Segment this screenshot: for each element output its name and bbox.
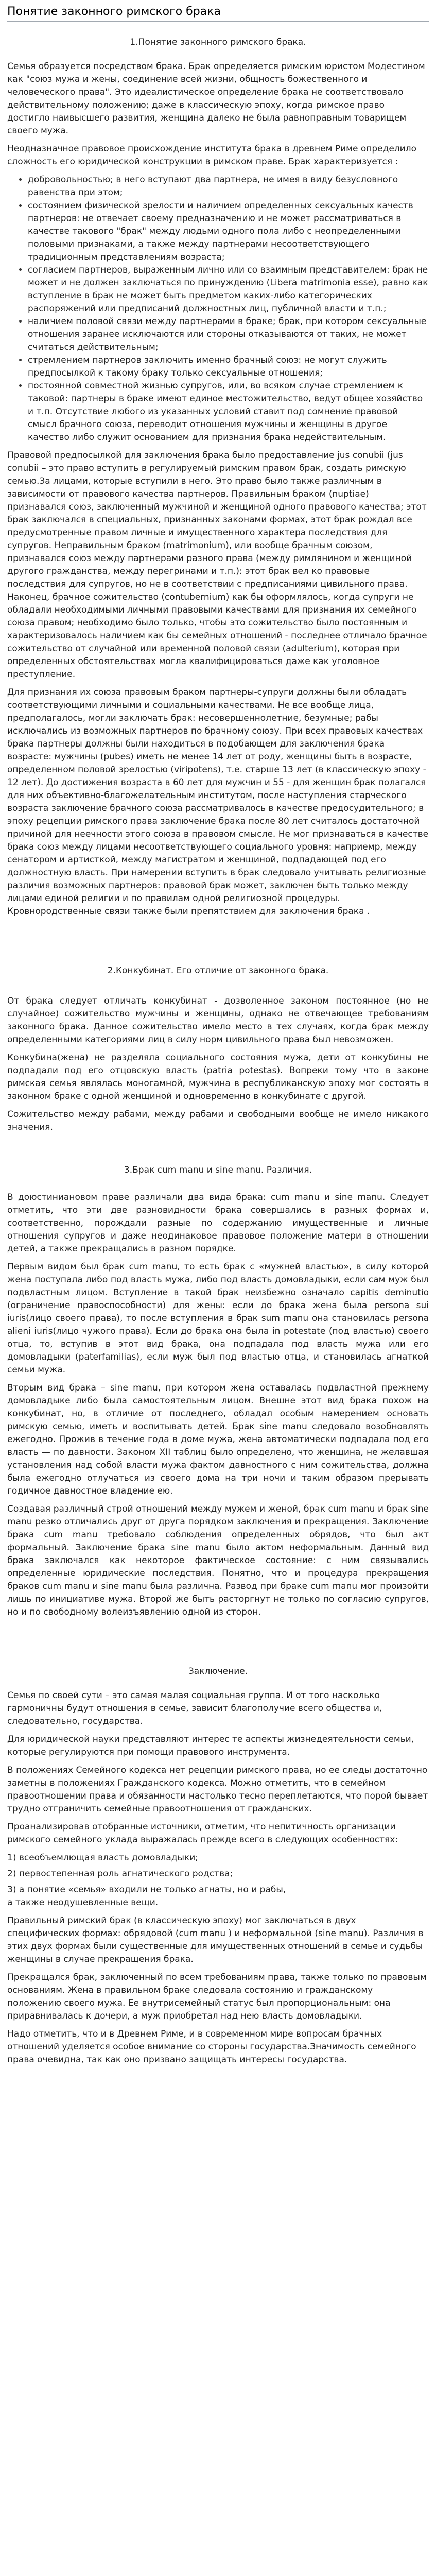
list-item: 1) всеобъемлющая власть домовладыки;: [7, 1853, 198, 1863]
spacer: [7, 1624, 429, 1665]
list-item: 3) а понятие «семья» входили не только агнаты, но и рабы,: [7, 1885, 286, 1895]
paragraph: Правовой предпосылкой для заключения брака было предоставление jus conubii (jus conubii – это право вступить в регулируемый римским правом брак, создать римскую семью.За лицами, которые вступили в него. Это право было также различным в зависимости от правового качества партнеров. Правильным браком (nuptiae) признавался союз, заключенный мужчиной и женщиной одного правового качества; этот брак заключался в специальных, признанных законами формах, этот брак рождал все предусмотренные правом личные и имущественного характера последствия для супругов. Неправильным браком (matrimonium), или вообще брачным союзом, признавался союз между партнерами разного права (между римлянином и женщиной другого гражданства, между перегринами и т.п.): этот брак вел ко правовые последствия для супругов, но не в соответствии с предписаниями цивильного права. Наконец, брачное сожительство (contubernium) как бы оформлялось, когда супруги не обладали необходимыми личными правовыми качествами для признания их семейного союза правом; необходимо было только, чтобы это сожительство было постоянным и характеризовалось наличием как бы семейных отношений - последнее отличало брачное сожительство от случайной или временной половой связи (adulterium), которая при определенных обстоятельствах могла квалифицироваться даже как уголовное преступление.: [7, 450, 427, 680]
paragraph: Сожительство между рабами, между рабами и свободными вообще не имело никакого значения.: [7, 1109, 429, 1132]
paragraph: В доюстиниановом праве различали два вида брака: cum manu и sine manu. Следует отметить, что эти две разновидности брака совершались в разных формах и, соответственно, порождали разные по содержанию имущественные и личные отношения супругов и даже неодинаковое правовое положение матери в отношении детей, а также прекращались в разном порядке.: [7, 1192, 429, 1254]
document: [0, 5, 436, 2066]
list-item: • добровольностью; в него вступают два партнера, не имея в виду безусловного равенства при этом;: [28, 174, 429, 199]
characteristics-list: [7, 174, 429, 444]
section-heading-3: 3.Брак cum manu и sine manu. Различия.: [124, 1165, 312, 1175]
paragraph: Вторым вид брака – sine manu, при котором жена оставалась подвластной прежнему домовладыке либо была самостоятельным лицом. Внешне этот вид брака похож на конкубинат, но, в отличие от последнего, обладал особым намерением основать римскую семью, иметь и воспитывать детей. Брак sine manu следовало возобновлять ежегодно. Прожив в течение года в доме мужа, жена автоматически подпадала под его власть — по давности. Законом XII таблиц было определено, что женщина, не желавшая установления над собой власти мужа фактом давностного с ним сожительства, должна была ежегодно отлучаться из своего дома на три ночи и таким образом прерывать годичное давностное владение ею.: [7, 1383, 429, 1496]
paragraph: Семья образуется посредством брака. Брак определяется римским юристом Модестином как "союз мужа и жены, соединение всей жизни, общность божественного и человеческого права". Это идеалистическое определение брака не соответствовало действительному положению; даже в классическую эпоху, когда римское право достигло наивысшего развития, женщина далеко не была равноправным товарищем своего мужа.: [7, 61, 425, 136]
list-item: а также неодушевленные вещи.: [7, 1897, 159, 1908]
list-item: 2) первостепенная роль агнатического родства;: [7, 1869, 233, 1879]
paragraph: Создавая различный строй отношений между мужем и женой, брак cum manu и брак sine manu резко отличались друг от друга порядком заключения и прекращения. Заключение брака cum manu требовало соблюдения определенных обрядов, что был акт формальный. Заключение брака sine manu было актом неформальным. Данный вид брака заключался как некоторое фактическое состояние: с ним связывались определенные юридические последствия. Понятно, что и процедура прекращения браков cum manu и sine manu была различна. Развод при браке cum manu мог произойти лишь по инициативе мужа. Второй же быть расторгнут не только по согласию супругов, но и по свободному волеизъявлению одной из сторон.: [7, 1504, 429, 1617]
list-item: • постоянной совместной жизнью супругов, или, во всяком случае стремлением к таковой: партнеры в браке имеют единое местожительство, ведут общее хозяйство и т.п. Отсутствие любого из указанных условий ставит под сомнение правовой смысл брачного союза, переводит отношения мужчины и женщины в другое качество либо служит основанием для признания брака недействительным.: [28, 380, 429, 444]
paragraph: Правильный римский брак (в классическую эпоху) мог заключаться в двух специфических формах: обрядовой (cum manu ) и неформальной (sine manu). Различия в этих двух формах были существенные для имущественных отношений в семье и судьбы женщины в случае прекращения брака.: [7, 1916, 424, 1964]
paragraph: Прекращался брак, заключенный по всем требованиям права, также только по правовым основаниям. Жена в правильном браке следовала состоянию и гражданскому положению своего мужа. Ее внутрисемейный статус был пропорциональным: она приравнивалась к дочери, а муж приобретал над нею власть домовладыки.: [7, 1972, 427, 2021]
list-item: • согласием партнеров, выраженным лично или со взаимным представителем: брак не может и не должен заключаться по принуждению (Libera matrimonia esse), равно как вступление в брак не может быть предметом каких-либо категорических распоряжений или предписаний должностных лиц, публичной власти и т.п.;: [28, 264, 429, 315]
paragraph: В положениях Семейного кодекса нет рецепции римского права, но ее следы достаточно заметны в положениях Гражданского кодекса. Можно отметить, что в семейном правоотношении права и обязанности настолько тесно переплетаются, что порой бывает трудно отграничить семейные правоотношения от гражданских.: [7, 1765, 428, 1814]
paragraph: От брака следует отличать конкубинат - дозволенное законом постоянное (но не случайное) сожительство мужчины и женщины, однако не отвечающее требованиям законного брака. Данное сожительство имело место в тех случаях, когда брак между определенными категориями лиц в силу норм цивильного права был невозможен.: [7, 996, 429, 1045]
paragraph: Проанализировав отобранные источники, отметим, что непитичность организации римского семейного уклада выражалась прежде всего в следующих особенностях:: [7, 1822, 398, 1845]
paragraph: Для юридической науки представляют интерес те аспекты жизнедеятельности семьи, которые регулируются при помощи правового инструмента.: [7, 1734, 414, 1757]
spacer: [7, 923, 429, 964]
paragraph: Первым видом был брак cum manu, то есть брак с «мужней властью», в силу которой жена поступала либо под власть мужа, либо под власть домовладыки, если сам муж был подвластным лицом. Вступление в такой брак неизбежно означало capitis deminutio (ограничение правоспособности) для жены: если до брака жена была persona sui iuris(лицо своего права), то после вступления в брак sum manu она становилась persona alieni iuris(лицо чужого права). Если до брака она была in potestate (под властью) своего отца, то, вступив в этот вид брака, она подпадала под власть мужа или его домовладыки (paterfamilias), если муж был под властью отца, и становилась агнаткой семьи мужа.: [7, 1262, 429, 1375]
paragraph: Надо отметить, что и в Древнем Риме, и в современном мире вопросам брачных отношений уделяется особое внимание со стороны государства.Значимость семейного права очевидна, так как оно призвано защищать интересы государства.: [7, 2029, 416, 2065]
page-title: Понятие законного римского брака: [7, 5, 429, 22]
list-item: • состоянием физической зрелости и наличием определенных сексуальных качеств партнеров: не отвечает своему предназначению и не может рассматриваться в качестве такового "брак" между людьми одного пола либо с неопределенными половыми признаками, а также между партнерами несоответствующего традиционным представлениям возраста;: [28, 199, 429, 264]
paragraph: Для признания их союза правовым браком партнеры-супруги должны были обладать соответствующими личными и социальными качествами. Не все вообще лица, предполагалось, могли заключать брак: несовершеннолетние, безумные; рабы исключались из возможных партнеров по брачному союзу. При всех правовых качествах брака партнеры должны были находиться в подобающем для заключения брака возрасте: мужчины (pubes) иметь не менее 14 лет от роду, женщины быть в возрасте, определенном половой зрелостью (viripotens), т.е. старше 13 лет (в классическую эпоху - 12 лет). До достижения возраста в 60 лет для мужчин и 55 - для женщин брак полагался для них объективно-благожелательным институтом, после наступления старческого возраста заключение брачного союза рассматривалось в качестве предосудительного; в эпоху рецепции римского права заключение брака после 80 лет считалось достаточной причиной для неечности этого союза в правовом смысле. Не мог признаваться в качестве брака союз между лицами несоответствующего социального уровня: наприемр, между сенатором и артисткой, между магистратом и женщиной, подпадающей под его должностную власть. При намерении вступить в брак следовало учитывать религиозные различия возможных партнеров: правовой брак может, заключен быть только между лицами единой религии и по правилам одной религиозной процедуры. Кровнородственные связи также были препятствием для заключения брака .: [7, 687, 429, 917]
spacer: [7, 1139, 429, 1164]
section-heading-1: 1.Понятие законного римского брака.: [130, 37, 306, 47]
list-item: • наличием половой связи между партнерами в браке; брак, при котором сексуальные отношения заранее исключаются или стороны отказываются от таких, не может считаться действительным;: [28, 315, 429, 354]
paragraph: Неодназначное правовое происхождение института брака в древнем Риме определило сложность его юридической конструкции в римском праве. Брак характеризуется :: [7, 144, 416, 167]
paragraph: Конкубина(жена) не разделяла социального состояния мужа, дети от конкубины не подпадали под его отцовскую власть (patria potestas). Вопреки тому что в законе римская семья являлась моногамной, мужчина в республиканскую эпоху мог состоять в законном браке с одной женщиной и одновременно в конкубинате с другой.: [7, 1053, 429, 1101]
list-item: • стремлением партнеров заключить именно брачный союз: не могут служить предпосылкой к такому браку только сексуальные отношения;: [28, 354, 429, 380]
paragraph: Семья по своей сути – это самая малая социальная группа. И от того насколько гармоничны будут отношения в семье, зависит благополучие всего общества и, следовательно, государства.: [7, 1690, 382, 1726]
section-heading-conclusion: Заключение.: [188, 1666, 248, 1676]
section-heading-2: 2.Конкубинат. Его отличие от законного брака.: [107, 965, 329, 976]
